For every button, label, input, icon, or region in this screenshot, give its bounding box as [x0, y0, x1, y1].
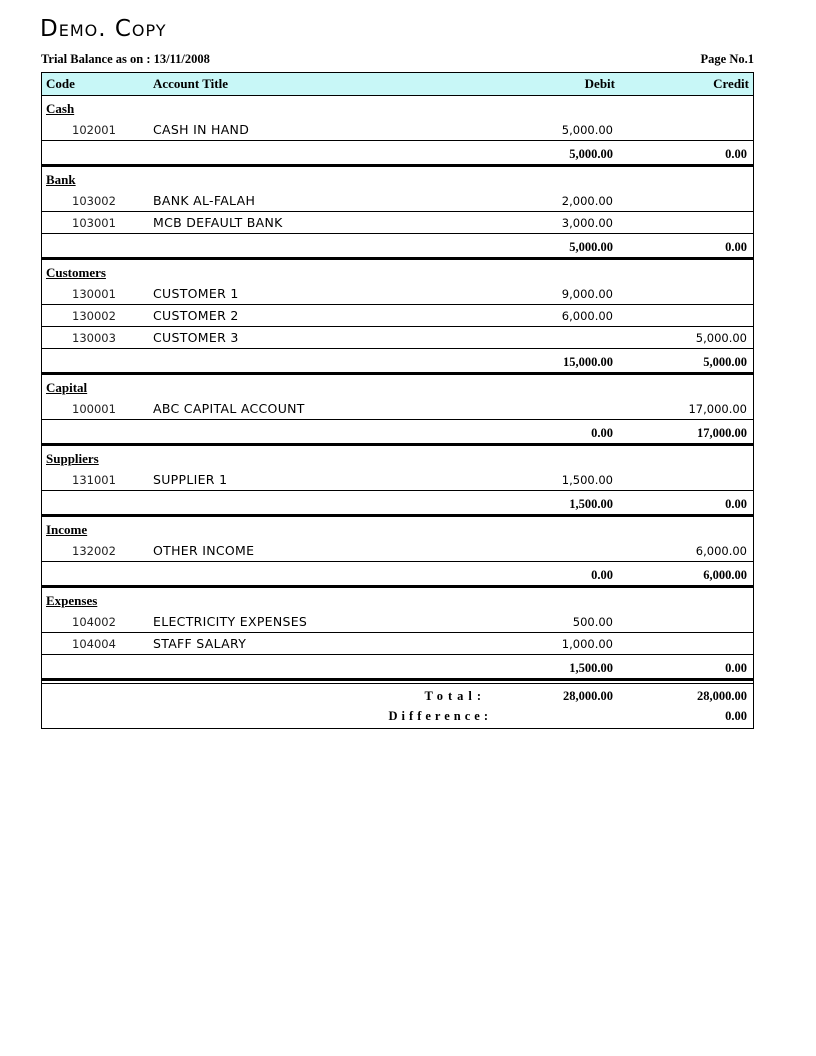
account-code: 130003 — [72, 331, 116, 345]
account-groups — [42, 96, 753, 681]
group-subtotal-row — [42, 420, 753, 446]
account-code: 131001 — [72, 473, 116, 487]
account-code: 103002 — [72, 194, 116, 208]
group-subtotal-row — [42, 655, 753, 681]
table-row — [42, 190, 753, 212]
group-heading — [42, 167, 753, 190]
account-title: CUSTOMER 1 — [153, 286, 239, 301]
credit-amount: 6,000.00 — [695, 544, 747, 558]
column-header-code: Code — [46, 76, 75, 91]
grand-total-section — [42, 683, 753, 728]
debit-amount: 6,000.00 — [561, 309, 613, 323]
debit-amount: 3,000.00 — [561, 216, 613, 230]
account-title: STAFF SALARY — [153, 636, 247, 651]
total-credit: 28,000.00 — [697, 689, 747, 703]
group-name: Customers — [46, 265, 106, 280]
difference-label: Difference: — [388, 709, 492, 723]
column-header-row — [42, 73, 753, 96]
subtotal-credit: 0.00 — [725, 240, 747, 254]
subtotal-credit: 0.00 — [725, 497, 747, 511]
group-subtotal-row — [42, 141, 753, 167]
subtotal-debit: 5,000.00 — [569, 240, 613, 254]
account-code: 104002 — [72, 615, 116, 629]
account-title: MCB DEFAULT BANK — [153, 215, 283, 230]
group-heading — [42, 260, 753, 283]
account-title: OTHER INCOME — [153, 543, 255, 558]
account-title: ELECTRICITY EXPENSES — [153, 614, 308, 629]
subtotal-debit: 1,500.00 — [569, 661, 613, 675]
table-row — [42, 469, 753, 491]
subtotal-debit: 1,500.00 — [569, 497, 613, 511]
table-row — [42, 305, 753, 327]
table-row — [42, 212, 753, 234]
group-name: Suppliers — [46, 451, 99, 466]
group-name: Capital — [46, 380, 88, 395]
group-heading — [42, 588, 753, 611]
subtotal-credit: 0.00 — [725, 661, 747, 675]
subtotal-debit: 0.00 — [591, 426, 613, 440]
page-number: Page No.1 — [700, 52, 754, 66]
debit-amount: 2,000.00 — [561, 194, 613, 208]
account-code: 100001 — [72, 402, 116, 416]
debit-amount: 500.00 — [572, 615, 613, 629]
subtotal-debit: 15,000.00 — [563, 355, 613, 369]
account-code: 130001 — [72, 287, 116, 301]
subtotal-credit: 5,000.00 — [703, 355, 747, 369]
account-code: 102001 — [72, 123, 116, 137]
watermark-text: Demo. Copy — [40, 16, 167, 42]
account-code: 130002 — [72, 309, 116, 323]
column-header-debit: Debit — [584, 76, 615, 91]
group-name: Bank — [46, 172, 76, 187]
table-row — [42, 540, 753, 562]
debit-amount: 9,000.00 — [561, 287, 613, 301]
group-subtotal-row — [42, 491, 753, 517]
credit-amount: 17,000.00 — [688, 402, 747, 416]
column-header-credit: Credit — [713, 76, 749, 91]
group-heading — [42, 375, 753, 398]
group-name: Cash — [46, 101, 75, 116]
table-row — [42, 283, 753, 305]
column-header-account-title: Account Title — [153, 76, 228, 91]
debit-amount: 5,000.00 — [561, 123, 613, 137]
table-row — [42, 119, 753, 141]
subtotal-credit: 17,000.00 — [697, 426, 747, 440]
account-title: SUPPLIER 1 — [153, 472, 228, 487]
account-code: 132002 — [72, 544, 116, 558]
table-row — [42, 398, 753, 420]
group-name: Expenses — [46, 593, 98, 608]
group-heading — [42, 96, 753, 119]
group-subtotal-row — [42, 234, 753, 260]
group-name: Income — [46, 522, 88, 537]
account-title: CUSTOMER 2 — [153, 308, 239, 323]
subtotal-credit: 6,000.00 — [703, 568, 747, 582]
total-debit: 28,000.00 — [563, 689, 613, 703]
group-subtotal-row — [42, 349, 753, 375]
group-subtotal-row — [42, 562, 753, 588]
account-code: 104004 — [72, 637, 116, 651]
group-heading — [42, 517, 753, 540]
subtotal-debit: 5,000.00 — [569, 147, 613, 161]
trial-balance-table — [41, 72, 754, 729]
table-row — [42, 611, 753, 633]
debit-amount: 1,500.00 — [561, 473, 613, 487]
group-heading — [42, 446, 753, 469]
credit-amount: 5,000.00 — [695, 331, 747, 345]
table-row — [42, 327, 753, 349]
subtotal-credit: 0.00 — [725, 147, 747, 161]
subtotal-debit: 0.00 — [591, 568, 613, 582]
debit-amount: 1,000.00 — [561, 637, 613, 651]
account-title: CASH IN HAND — [153, 122, 250, 137]
account-code: 103001 — [72, 216, 116, 230]
account-title: ABC CAPITAL ACCOUNT — [153, 401, 305, 416]
table-row — [42, 633, 753, 655]
report-title: Trial Balance as on : 13/11/2008 — [41, 52, 210, 66]
total-label: Total: — [424, 689, 486, 703]
difference-credit: 0.00 — [725, 709, 747, 723]
account-title: BANK AL-FALAH — [153, 193, 256, 208]
account-title: CUSTOMER 3 — [153, 330, 239, 345]
